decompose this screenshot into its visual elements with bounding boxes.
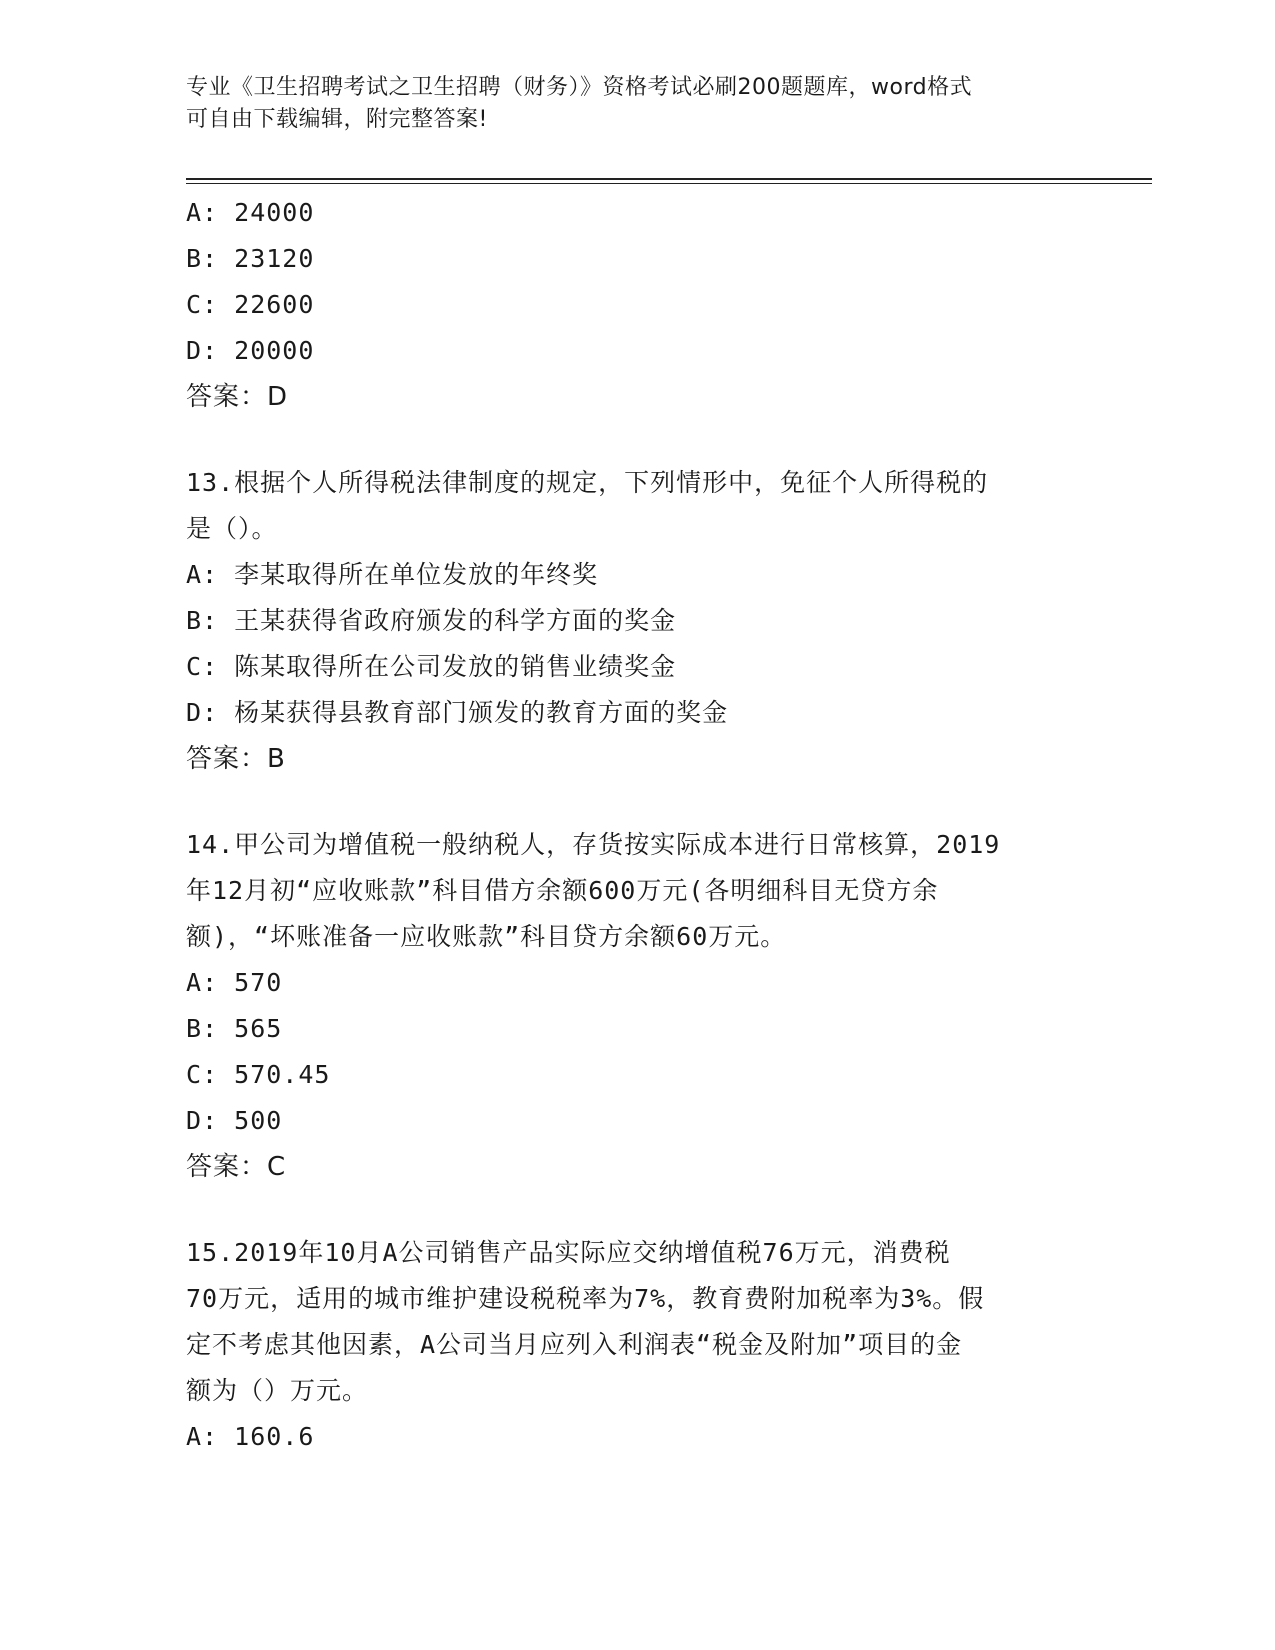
question-13 (186, 460, 1086, 782)
stem-line: 15.2019年10月A公司销售产品实际应交纳增值税76万元，消费税 (186, 1238, 951, 1267)
question-stem (186, 460, 1086, 552)
header-title-line-1: 专业《卫生招聘考试之卫生招聘（财务）》资格考试必刷200题题库，word格式 (186, 75, 973, 100)
answer-line: 答案：B (186, 744, 286, 774)
header-divider-thin (186, 183, 1152, 184)
page-header (186, 72, 1086, 136)
option-d: D: 20000 (186, 336, 315, 365)
stem-line: 13.根据个人所得税法律制度的规定，下列情形中，免征个人所得税的 (186, 468, 989, 497)
option-a: A: 李某取得所在单位发放的年终奖 (186, 560, 599, 589)
spacer (186, 782, 1086, 822)
option-a: A: 160.6 (186, 1422, 315, 1451)
question-stem (186, 1230, 1086, 1414)
question-content (186, 190, 1086, 1460)
option-b: B: 565 (186, 1014, 283, 1043)
option-a: A: 570 (186, 968, 283, 997)
question-15 (186, 1230, 1086, 1460)
stem-line: 额)，“坏账准备一应收账款”科目贷方余额60万元。 (186, 922, 787, 951)
option-d: D: 500 (186, 1106, 283, 1135)
stem-line: 额为（）万元。 (186, 1376, 369, 1405)
question-14 (186, 822, 1086, 1190)
option-c: C: 570.45 (186, 1060, 331, 1089)
option-a: A: 24000 (186, 198, 315, 227)
spacer (186, 1190, 1086, 1230)
option-c: C: 22600 (186, 290, 315, 319)
spacer (186, 420, 1086, 460)
option-b: B: 23120 (186, 244, 315, 273)
stem-line: 14.甲公司为增值税一般纳税人，存货按实际成本进行日常核算，2019 (186, 830, 1001, 859)
question-12 (186, 190, 1086, 420)
stem-line: 70万元，适用的城市维护建设税税率为7%，教育费附加税率为3%。假 (186, 1284, 985, 1313)
answer-line: 答案：C (186, 1152, 287, 1182)
header-divider-thick (186, 178, 1152, 180)
answer-line: 答案：D (186, 382, 289, 412)
option-b: B: 王某获得省政府颁发的科学方面的奖金 (186, 606, 677, 635)
header-title-line-2: 可自由下载编辑，附完整答案! (186, 107, 488, 132)
question-stem (186, 822, 1086, 960)
stem-line: 定不考虑其他因素，A公司当月应列入利润表“税金及附加”项目的金 (186, 1330, 963, 1359)
option-d: D: 杨某获得县教育部门颁发的教育方面的奖金 (186, 698, 729, 727)
stem-line: 年12月初“应收账款”科目借方余额600万元(各明细科目无贷方余 (186, 876, 939, 905)
option-c: C: 陈某取得所在公司发放的销售业绩奖金 (186, 652, 677, 681)
stem-line: 是（）。 (186, 514, 278, 543)
